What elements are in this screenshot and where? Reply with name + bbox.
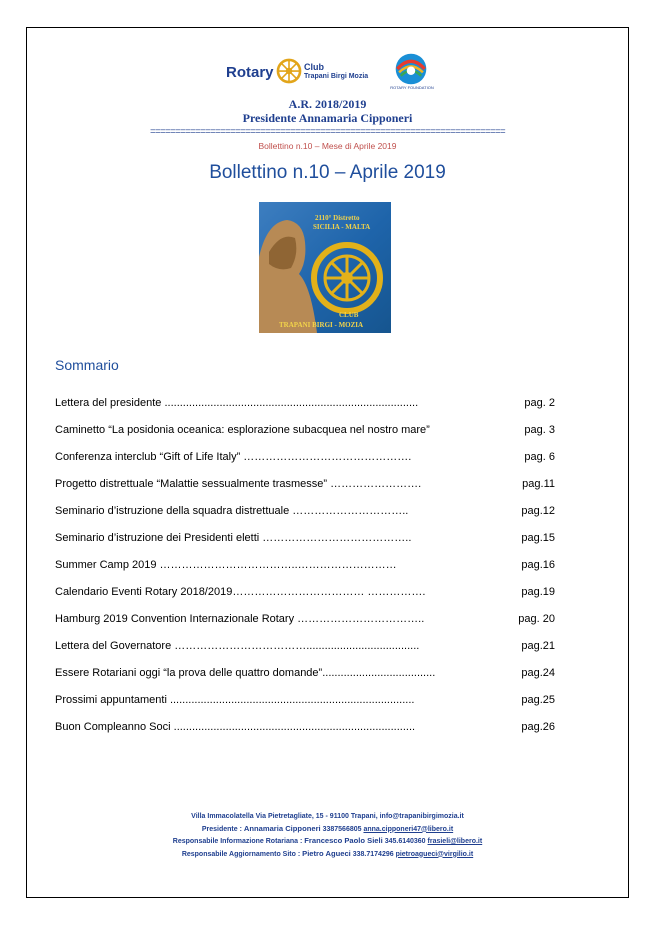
club-label: Club bbox=[304, 62, 324, 72]
cover-club-label: CLUB bbox=[339, 311, 359, 319]
club-name: Trapani Birgi Mozia bbox=[304, 73, 369, 80]
summary-heading: Sommario bbox=[55, 357, 119, 373]
info-email-link[interactable]: frasieli@libero.it bbox=[427, 838, 483, 845]
page-title: Bollettino n.10 – Aprile 2019 bbox=[209, 162, 446, 183]
toc-row bbox=[55, 693, 555, 720]
info-name: Francesco Paolo Sieli bbox=[304, 836, 383, 845]
toc-entry: Progetto distrettuale “Malattie sessualmente trasmesse” ……………………. bbox=[55, 478, 422, 490]
rotary-year: A.R. 2018/2019 bbox=[288, 97, 367, 111]
president-label: Presidente : bbox=[201, 825, 244, 833]
toc-row bbox=[55, 504, 555, 531]
rotary-logo-text: Rotary bbox=[226, 64, 274, 81]
rotary-wheel-icon bbox=[276, 58, 302, 84]
toc-entry: Conferenza interclub “Gift of Life Italy” ………………………………………. bbox=[55, 451, 412, 463]
toc-row bbox=[55, 450, 555, 477]
footer-info-line bbox=[0, 835, 655, 848]
president-line: Presidente Annamaria Cipponeri bbox=[242, 111, 413, 125]
toc-page: pag.24 bbox=[521, 667, 555, 679]
site-phone: 338.7174296 bbox=[350, 850, 396, 858]
toc-page: pag.26 bbox=[521, 721, 555, 733]
toc-entry: Seminario d’istruzione dei Presidenti eletti ………………………………….. bbox=[55, 532, 412, 544]
toc-page: pag. 3 bbox=[524, 424, 555, 436]
toc-page: pag.16 bbox=[521, 559, 555, 571]
footer-address: Villa Immacolatella Via Pietretagliate, 15 - 91100 Trapani, info@trapanibirgimozia.it bbox=[191, 813, 464, 820]
cover-club-name: TRAPANI BIRGI - MOZIA bbox=[279, 321, 364, 329]
separator-line: ======================================================================= bbox=[149, 126, 506, 137]
toc-page: pag.12 bbox=[521, 505, 555, 517]
toc-row bbox=[55, 423, 555, 450]
toc-row bbox=[55, 396, 555, 423]
cover-image bbox=[259, 202, 391, 333]
toc-entry: Lettera del Governatore ………………………………..................................... bbox=[55, 640, 420, 652]
bulletin-subheader: Bollettino n.10 – Mese di Aprile 2019 bbox=[258, 141, 397, 151]
club-name-logo bbox=[304, 63, 368, 81]
toc-row bbox=[55, 585, 555, 612]
toc-row bbox=[55, 558, 555, 585]
toc-entry: Prossimi appuntamenti ................................................................................ bbox=[55, 694, 415, 706]
toc-page: pag.19 bbox=[521, 586, 555, 598]
footer-president-line bbox=[0, 823, 655, 836]
footer-site-line bbox=[0, 848, 655, 861]
toc-entry: Hamburg 2019 Convention Internazionale Rotary …………………………….. bbox=[55, 613, 425, 625]
site-label: Responsabile Aggiornamento Sito : bbox=[181, 850, 303, 858]
toc-entry: Lettera del presidente ................................................................................... bbox=[55, 397, 419, 409]
toc-row bbox=[55, 477, 555, 504]
toc-row bbox=[55, 720, 555, 747]
toc-entry: Caminetto “La posidonia oceanica: esplorazione subacquea nel nostro mare” bbox=[55, 424, 430, 436]
toc-page: pag. 20 bbox=[518, 613, 555, 625]
toc-row bbox=[55, 666, 555, 693]
site-email-link[interactable]: pietroagueci@virgilio.it bbox=[395, 850, 474, 858]
rotary-foundation-icon bbox=[393, 52, 429, 86]
toc-entry: Seminario d’istruzione della squadra distrettuale ………………………….. bbox=[55, 505, 409, 517]
toc-row bbox=[55, 612, 555, 639]
toc-entry: Buon Compleanno Soci ............................................................................... bbox=[55, 721, 416, 733]
table-of-contents bbox=[55, 396, 555, 747]
toc-row bbox=[55, 531, 555, 558]
site-name: Pietro Agueci bbox=[302, 848, 351, 858]
info-label: Responsabile Informazione Rotariana : bbox=[172, 838, 305, 845]
toc-entry: Summer Camp 2019 ………………………………..……………………… bbox=[55, 559, 397, 571]
toc-page: pag. 2 bbox=[524, 397, 555, 409]
info-phone: 345.6140360 bbox=[382, 838, 428, 845]
toc-page: pag. 6 bbox=[524, 451, 555, 463]
cover-region: SICILIA - MALTA bbox=[313, 223, 371, 231]
president-name: Annamaria Cipponeri bbox=[243, 823, 321, 833]
toc-row bbox=[55, 639, 555, 666]
toc-page: pag.11 bbox=[522, 478, 555, 490]
cover-district: 2110° Distretto bbox=[315, 214, 360, 222]
toc-entry: Essere Rotariani oggi “la prova delle quattro domande”..................................... bbox=[55, 667, 436, 679]
foundation-caption: ROTARY FOUNDATION bbox=[390, 85, 434, 90]
toc-page: pag.21 bbox=[521, 640, 555, 652]
president-email-link[interactable]: anna.cipponeri47@libero.it bbox=[363, 825, 454, 833]
toc-page: pag.15 bbox=[521, 532, 555, 544]
toc-entry: Calendario Eventi Rotary 2018/2019……………………………… ……………. bbox=[55, 586, 426, 598]
toc-page: pag.25 bbox=[521, 694, 555, 706]
president-phone: 3387566805 bbox=[320, 825, 364, 833]
footer bbox=[0, 811, 655, 860]
